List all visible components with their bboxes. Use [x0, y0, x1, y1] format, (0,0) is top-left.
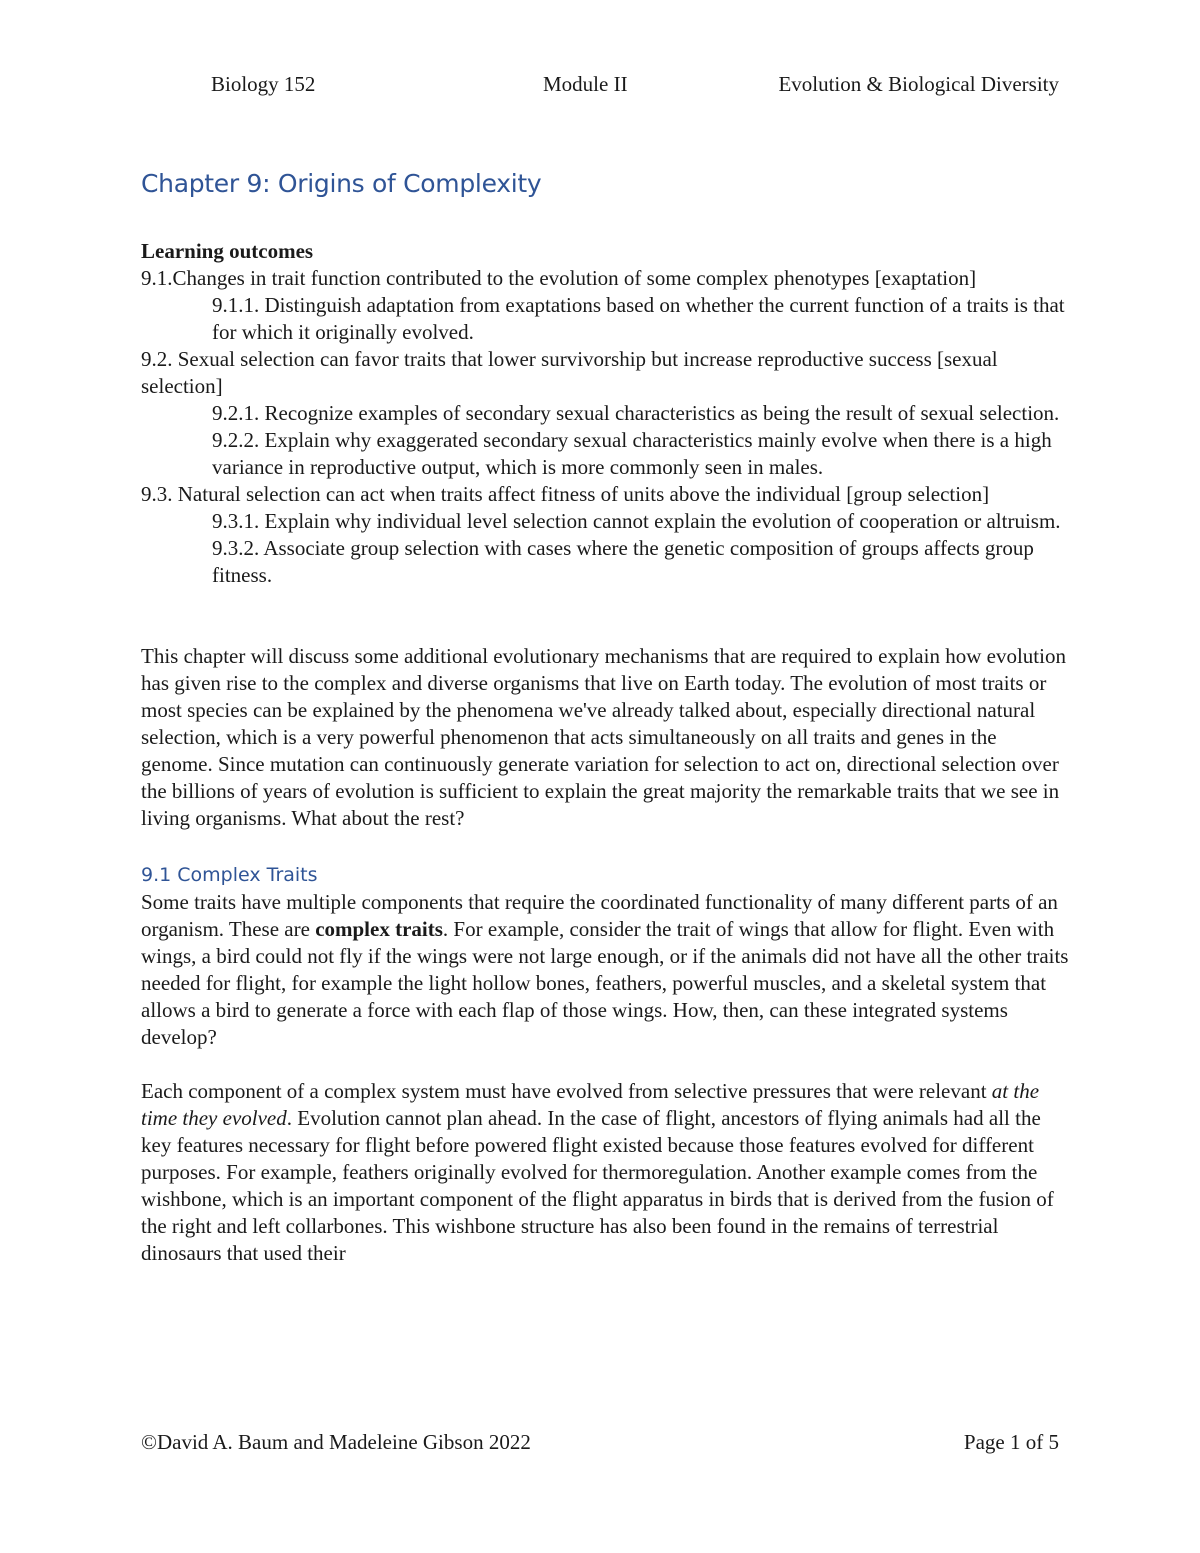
section-9-1-paragraph-2: [141, 1078, 1071, 1267]
learning-outcomes-heading: Learning outcomes: [141, 239, 314, 263]
section-heading-9-1: 9.1 Complex Traits: [141, 864, 318, 886]
header-topic: Evolution & Biological Diversity: [778, 72, 1059, 96]
section-9-1-paragraph-1: [141, 889, 1071, 1051]
outcome-9-2-1: 9.2.1. Recognize examples of secondary sexual characteristics as being the result of sexual selection.: [212, 401, 1060, 425]
bold-term-complex-traits: complex traits: [315, 917, 443, 941]
page-content: [141, 166, 1071, 1267]
paragraph-text: . For example, consider the trait of wings that allow for flight. Even with wings, a bird could not fly if the wings were not large enough, or if the animals did not have all the other traits needed for flight, for example the light hollow bones, feathers, powerful muscles, and a skeletal system that allows a bird to generate a force with each flap of those wings. How, then, can these integrated systems develop?: [141, 917, 1069, 1049]
spacer: [141, 589, 1071, 643]
paragraph-text: Each component of a complex system must have evolved from selective pressures that were relevant: [141, 1079, 992, 1103]
footer-page-number: Page 1 of 5: [963, 1430, 1059, 1454]
header-module: Module II: [543, 72, 628, 96]
outcome-9-1: 9.1.Changes in trait function contributed to the evolution of some complex phenotypes [exaptation]: [141, 266, 977, 290]
learning-outcomes: [141, 238, 1071, 589]
outcome-9-1-1: 9.1.1. Distinguish adaptation from exaptations based on whether the current function of a traits is that for which it originally evolved.: [212, 293, 1065, 344]
paragraph-text: . Evolution cannot plan ahead. In the case of flight, ancestors of flying animals had all the key features necessary for flight before powered flight existed because those features evolved for different purposes. For example, feathers originally evolved for thermoregulation. Another example comes from the wishbone, which is an important component of the flight apparatus in birds that is derived from the fusion of the right and left collarbones. This wishbone structure has also been found in the remains of terrestrial dinosaurs that used their: [141, 1106, 1054, 1265]
page-header: [141, 72, 1059, 102]
chapter-title: Chapter 9: Origins of Complexity: [141, 169, 542, 198]
footer-copyright: ©David A. Baum and Madeleine Gibson 2022: [141, 1430, 531, 1454]
outcome-9-2: 9.2. Sexual selection can favor traits that lower survivorship but increase reproductive success [sexual selection]: [141, 347, 998, 398]
spacer: [141, 1051, 1071, 1078]
paragraph-text: Some traits have multiple components that require the coordinated functionality of many different parts of an organism. These are: [141, 890, 1058, 941]
outcome-9-3-1: 9.3.1. Explain why individual level selection cannot explain the evolution of cooperation or altruism.: [212, 509, 1061, 533]
outcome-9-3-2: 9.3.2. Associate group selection with cases where the genetic composition of groups affects group fitness.: [212, 536, 1034, 587]
header-course: Biology 152: [211, 72, 316, 96]
outcome-9-3: 9.3. Natural selection can act when traits affect fitness of units above the individual [group selection]: [141, 482, 990, 506]
intro-paragraph: This chapter will discuss some additional evolutionary mechanisms that are required to explain how evolution has given rise to the complex and diverse organisms that live on Earth today. The evolution of most traits or most species can be explained by the phenomena we've already talked about, especially directional natural selection, which is a very powerful phenomenon that acts simultaneously on all traits and genes in the genome. Since mutation can continuously generate variation for selection to act on, directional selection over the billions of years of evolution is sufficient to explain the great majority the remarkable traits that we see in living organisms. What about the rest?: [141, 644, 1066, 830]
italic-phrase: at the time they evolved: [141, 1079, 1040, 1130]
outcome-9-2-2: 9.2.2. Explain why exaggerated secondary sexual characteristics mainly evolve when there is a high variance in reproductive output, which is more commonly seen in males.: [212, 428, 1052, 479]
